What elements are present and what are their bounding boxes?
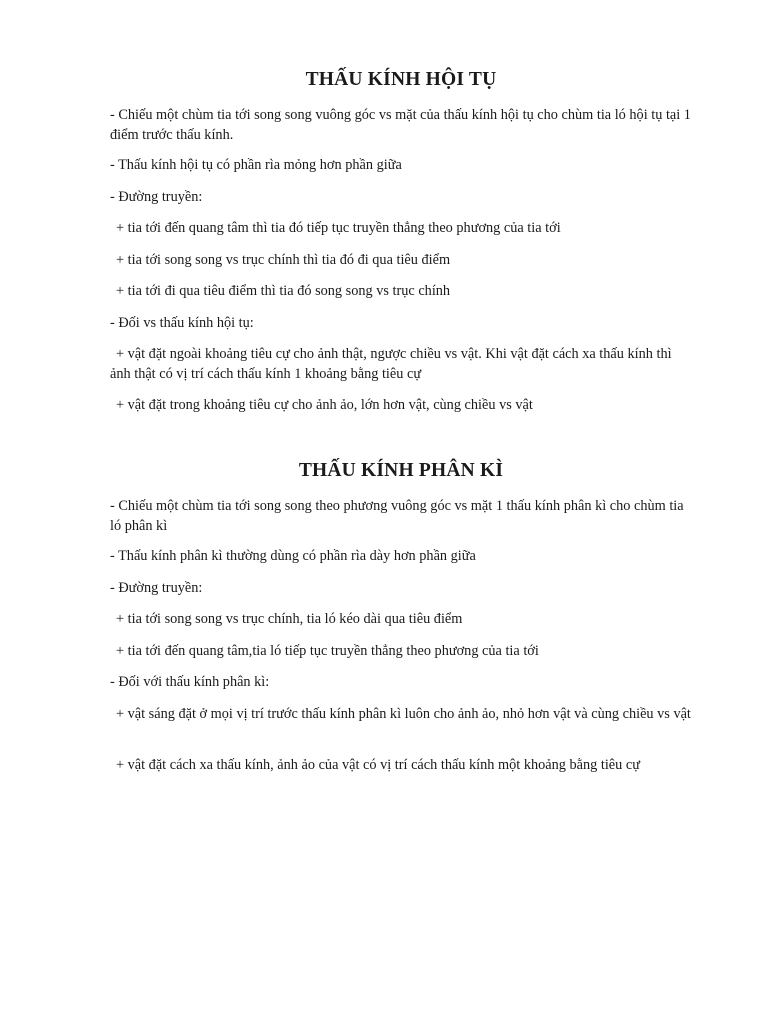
- paragraph-subitem: + tia tới đến quang tâm thì tia đó tiếp tục truyền thẳng theo phương của tia tới: [116, 220, 561, 236]
- section-title-converging-lens: THẤU KÍNH HỘI TỤ: [305, 69, 497, 90]
- paragraph: - Chiếu một chùm tia tới song song vuông góc vs mặt của thấu kính hội tụ cho chùm tia ló hội tụ tại 1 điểm trước thấu kính.: [110, 107, 691, 143]
- paragraph: - Chiếu một chùm tia tới song song theo phương vuông góc vs mặt 1 thấu kính phân kì cho chùm tia ló phân kì: [110, 498, 684, 534]
- paragraph: - Thấu kính phân kì thường dùng có phần rìa dày hơn phần giữa: [110, 548, 476, 564]
- paragraph: - Đối vs thấu kính hội tụ:: [110, 315, 254, 331]
- paragraph-subitem: + vật sáng đặt ở mọi vị trí trước thấu kính phân kì luôn cho ảnh ảo, nhỏ hơn vật và cùng chiều vs vật: [116, 706, 691, 722]
- paragraph: - Thấu kính hội tụ có phần rìa mỏng hơn phần giữa: [110, 157, 402, 173]
- paragraph-subitem: + tia tới song song vs trục chính, tia ló kéo dài qua tiêu điểm: [116, 611, 463, 627]
- paragraph: - Đối với thấu kính phân kì:: [110, 674, 270, 690]
- section-title-diverging-lens: THẤU KÍNH PHÂN KÌ: [298, 460, 504, 481]
- paragraph-subitem: + vật đặt ngoài khoảng tiêu cự cho ảnh thật, ngược chiều vs vật. Khi vật đặt cách xa thấu kính thì ảnh thật có vị trí cách thấu kính 1 khoảng bằng tiêu cự: [110, 346, 672, 382]
- paragraph-subitem: + vật đặt cách xa thấu kính, ảnh ảo của vật có vị trí cách thấu kính một khoảng bằng tiêu cự: [116, 757, 640, 773]
- paragraph: - Đường truyền:: [110, 189, 203, 205]
- paragraph-subitem: + tia tới đến quang tâm,tia ló tiếp tục truyền thẳng theo phương của tia tới: [116, 643, 539, 659]
- paragraph: - Đường truyền:: [110, 580, 203, 596]
- paragraph-subitem: + tia tới song song vs trục chính thì tia đó đi qua tiêu điểm: [116, 252, 451, 268]
- paragraph-subitem: + vật đặt trong khoảng tiêu cự cho ảnh ảo, lớn hơn vật, cùng chiều vs vật: [116, 397, 533, 413]
- paragraph-subitem: + tia tới đi qua tiêu điểm thì tia đó song song vs trục chính: [116, 283, 451, 299]
